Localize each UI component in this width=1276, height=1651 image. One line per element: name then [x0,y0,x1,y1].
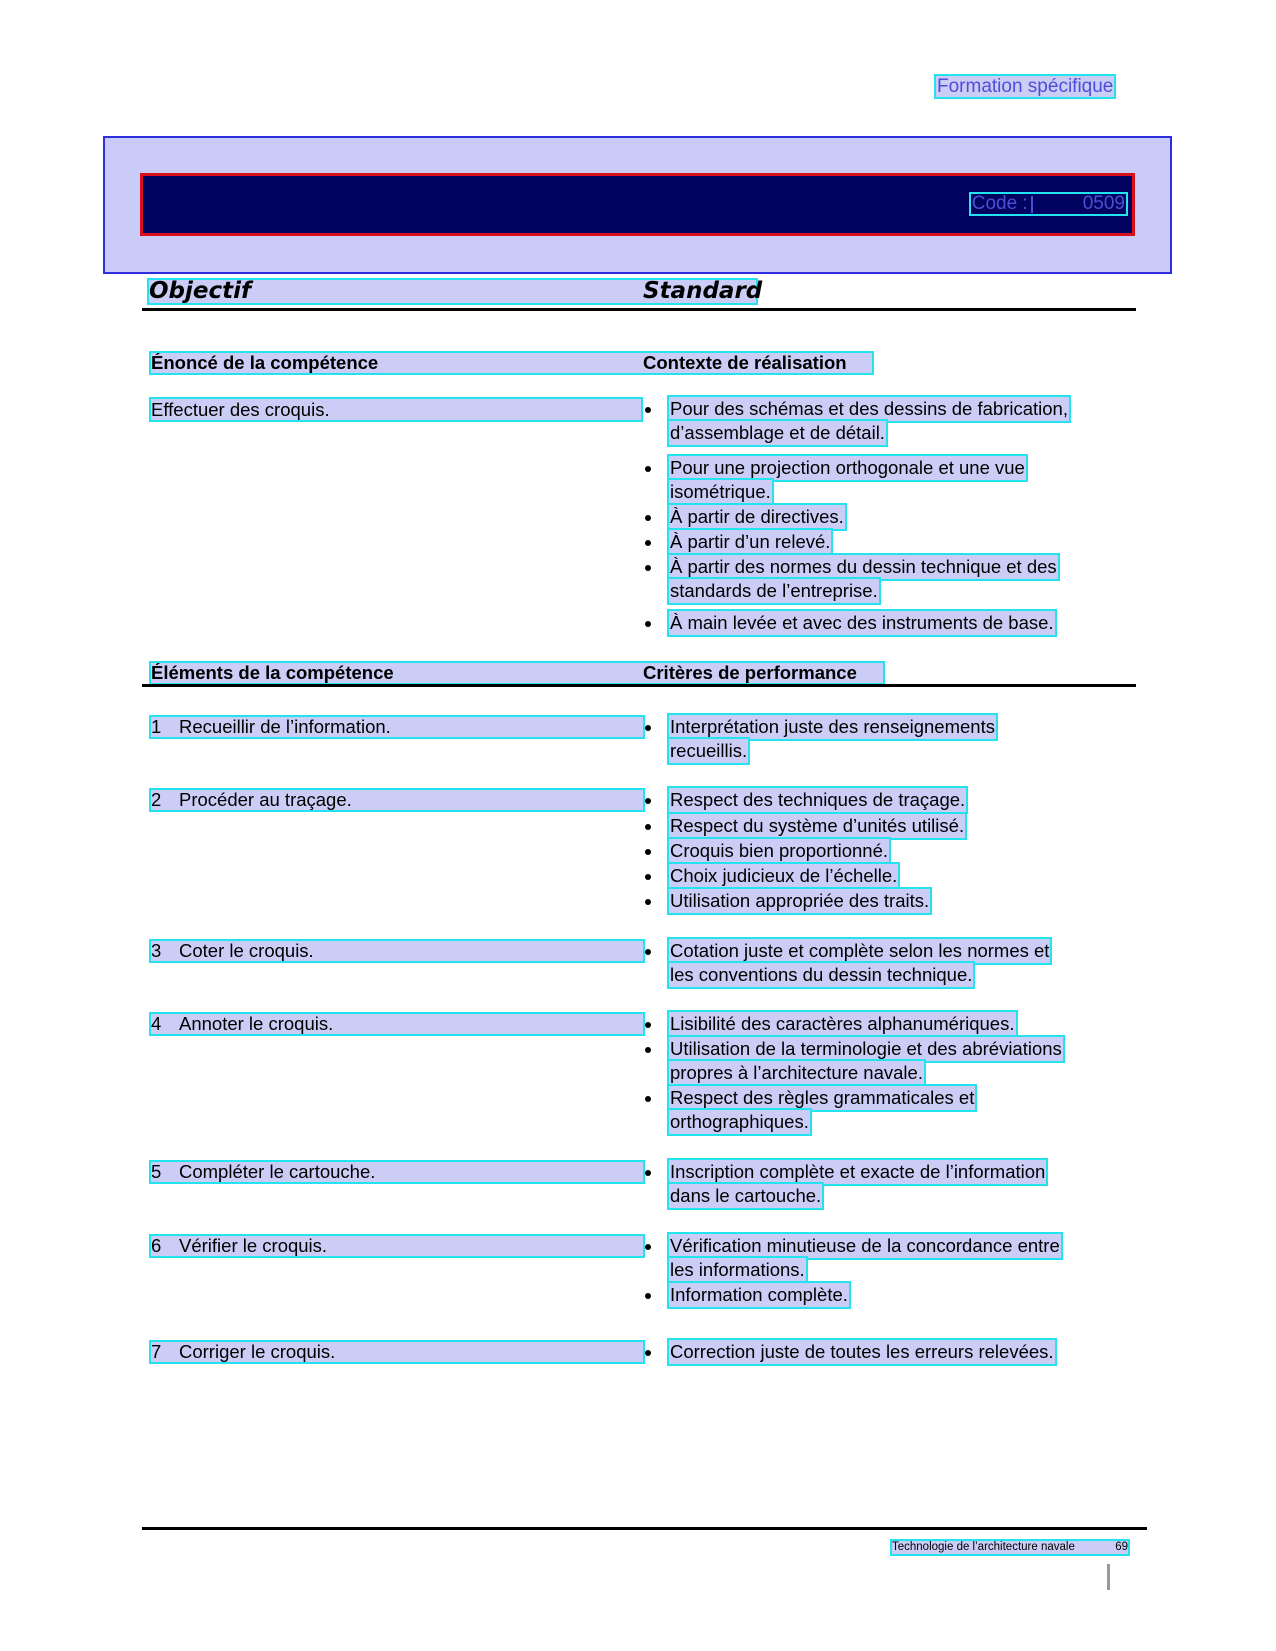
section-rule [142,308,1136,311]
objectif-heading: Objectif [149,280,756,303]
bullet-line: les informations. [670,1259,805,1280]
bullet-line: orthographiques. [670,1111,809,1132]
element-number: 1 [151,716,162,737]
contexte-item [645,397,1069,445]
enonce-heading: Énoncé de la compétence [151,352,379,373]
element-row [151,1014,643,1034]
critere-item [645,1160,1046,1208]
bullet-line: Utilisation de la terminologie et des abréviations [670,1038,1062,1059]
footer-mark [1107,1564,1110,1590]
contexte-item [645,505,845,529]
element-text: Recueillir de l’information. [179,716,391,737]
bullet-dot-icon [645,565,651,571]
bullet-line: Correction juste de toutes les erreurs relevées. [670,1341,1054,1362]
bullet-line: les conventions du dessin technique. [670,964,973,985]
bullet-dot-icon [645,824,651,830]
contexte-item [645,530,831,554]
element-number: 4 [151,1013,162,1034]
element-text: Annoter le croquis. [179,1013,334,1034]
enonce-text: Effectuer des croquis. [151,399,641,420]
code-value: 0509 [1082,193,1125,214]
contexte-item [645,456,1026,504]
bullet-line: standards de l’entreprise. [670,580,878,601]
bullet-line: À partir d’un relevé. [670,531,831,552]
contexte-heading: Contexte de réalisation [643,352,847,373]
bullet-line: Vérification minutieuse de la concordance entre [670,1235,1060,1256]
bullet-dot-icon [645,1047,651,1053]
bullet-dot-icon [645,1022,651,1028]
bullet-line: Respect des techniques de traçage. [670,789,966,810]
bullet-line: Lisibilité des caractères alphanumériques. [670,1013,1015,1034]
footer-text [892,1541,1128,1554]
bullet-dot-icon [645,849,651,855]
criteres-heading: Critères de performance [643,662,857,683]
element-text: Corriger le croquis. [179,1341,336,1362]
bullet-line: isométrique. [670,481,771,502]
critere-item [645,1283,849,1307]
critere-item [645,864,898,888]
bullet-line: Inscription complète et exacte de l’information [670,1161,1046,1182]
bullet-dot-icon [645,1350,651,1356]
bullet-line: Choix judicieux de l’échelle. [670,865,898,886]
element-number: 7 [151,1341,162,1362]
standard-heading: Standard [643,278,763,304]
bullet-line: Pour des schémas et des dessins de fabrication, [670,398,1068,419]
bullet-dot-icon [645,874,651,880]
critere-item [645,715,996,763]
bullet-line: Interprétation juste des renseignements [670,716,995,737]
bullet-dot-icon [645,725,651,731]
bullet-dot-icon [645,1096,651,1102]
contexte-item [645,555,1058,603]
elements-heading: Éléments de la compétence [151,662,394,683]
code-label: Code : [971,193,1028,214]
bullet-line: Respect du système d’unités utilisé. [670,815,965,836]
bullet-line: Croquis bien proportionné. [670,840,889,861]
bullet-dot-icon [645,798,651,804]
bullet-dot-icon [645,949,651,955]
critere-item [645,939,1050,987]
bullet-dot-icon [645,540,651,546]
bullet-dot-icon [645,466,651,472]
critere-item [645,839,889,863]
bullet-line: À partir de directives. [670,506,844,527]
page-number: 69 [1115,1541,1129,1553]
critere-item [645,788,966,812]
element-number: 5 [151,1161,162,1182]
element-text: Vérifier le croquis. [179,1235,328,1256]
bullet-line: Cotation juste et complète selon les normes et [670,940,1050,961]
element-row [151,1236,643,1256]
element-row [151,790,643,810]
critere-item [645,1012,1016,1036]
bullet-line: d’assemblage et de détail. [670,422,885,443]
bullet-line: recueillis. [670,740,748,761]
element-number: 2 [151,789,162,810]
elements-rule [142,684,1136,687]
element-row [151,717,643,737]
bullet-line: propres à l’architecture navale. [670,1062,923,1083]
bullet-line: À partir des normes du dessin technique et des [670,556,1057,577]
bullet-dot-icon [645,1170,651,1176]
critere-item [645,1234,1061,1282]
bullet-line: dans le cartouche. [670,1185,822,1206]
critere-item [645,1037,1063,1085]
element-text: Compléter le cartouche. [179,1161,376,1182]
bullet-dot-icon [645,1244,651,1250]
contexte-item [645,611,1055,635]
footer-title: Technologie de l’architecture navale [892,1541,1075,1553]
bullet-dot-icon [645,621,651,627]
element-number: 3 [151,940,162,961]
bullet-dot-icon [645,1293,651,1299]
bullet-dot-icon [645,407,651,413]
element-text: Procéder au traçage. [179,789,352,810]
critere-item [645,814,965,838]
bullet-line: Utilisation appropriée des traits. [670,890,930,911]
critere-item [645,1086,975,1134]
footer-rule [142,1527,1147,1530]
element-row [151,941,643,961]
bullet-dot-icon [645,899,651,905]
bullet-line: Information complète. [670,1284,848,1305]
element-number: 6 [151,1235,162,1256]
bullet-dot-icon [645,515,651,521]
element-row [151,1342,643,1362]
critere-item [645,1340,1055,1364]
bullet-line: Respect des règles grammaticales et [670,1087,975,1108]
code-box [971,194,1126,214]
header-formation: Formation spécifique [937,76,1114,97]
title-bar [140,173,1135,236]
bullet-line: À main levée et avec des instruments de base. [670,612,1054,633]
critere-item [645,889,930,913]
element-text: Coter le croquis. [179,940,314,961]
element-row [151,1162,643,1182]
bullet-line: Pour une projection orthogonale et une vue [670,457,1025,478]
